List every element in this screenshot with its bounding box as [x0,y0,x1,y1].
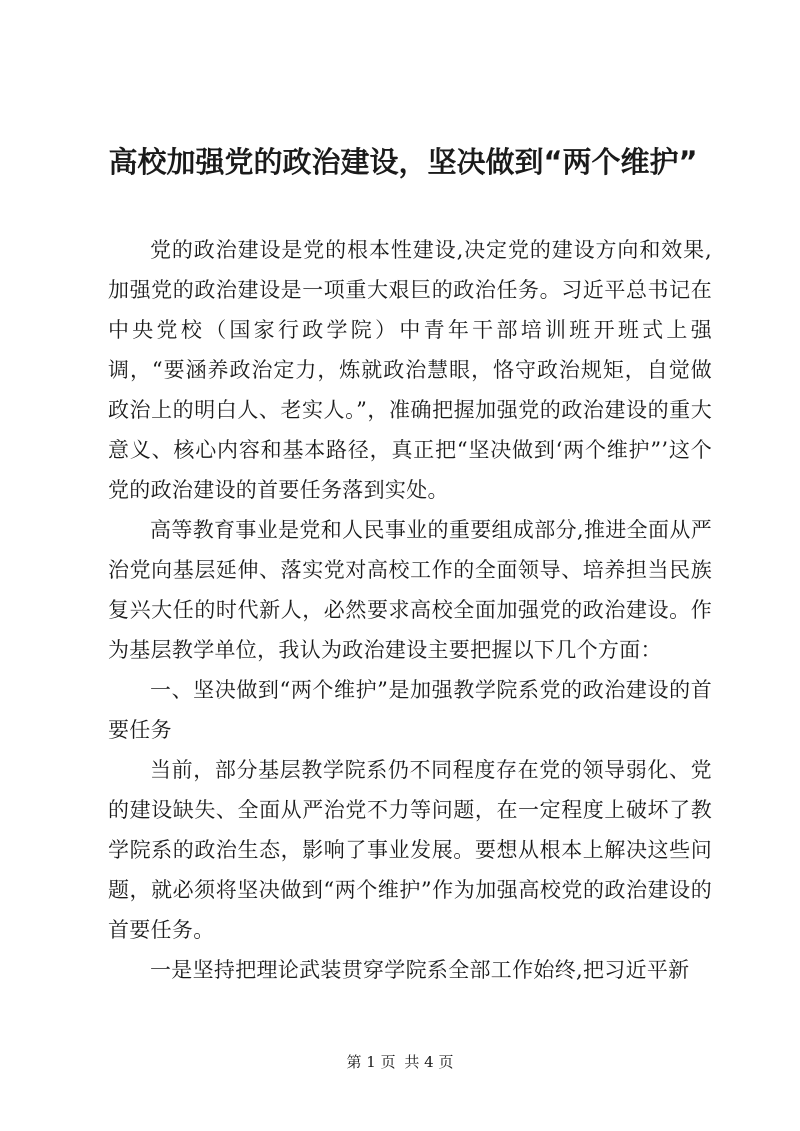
document-title: 高校加强党的政治建设，坚决做到“两个维护” [108,145,698,179]
paragraph: 当前，部分基层教学院系仍不同程度存在党的领导弱化、党的建设缺失、全面从严治党不力等问题，在一定程度上破坏了教学院系的政治生态，影响了事业发展。要想从根本上解决这些问题，就必须将坚决做到“两个维护”作为加强高校党的政治建设的首要任务。 [108,758,712,942]
page-total: 共 4 页 [404,1053,454,1071]
paragraph: 党的政治建设是党的根本性建设,决定党的建设方向和效果,加强党的政治建设是一项重大艰巨的政治任务。习近平总书记在中央党校（国家行政学院）中青年干部培训班开班式上强调，“要涵养政治定力，炼就政治慧眼，恪守政治规矩，自觉做政治上的明白人、老实人。”，准确把握加强党的政治建设的重大意义、核心内容和基本路径，真正把“坚决做到‘两个维护”’这个党的政治建设的首要任务落到实处。 [108,238,712,502]
section-heading: 一、坚决做到“两个维护”是加强教学院系党的政治建设的首要任务 [108,678,712,742]
paragraph: 一是坚持把理论武装贯穿学院系全部工作始终,把习近平新 [150,958,690,982]
page-number: 第 1 页 [346,1053,396,1071]
page-footer [0,1052,800,1072]
document-body [108,230,712,990]
paragraph: 高等教育事业是党和人民事业的重要组成部分,推进全面从严治党向基层延伸、落实党对高校工作的全面领导、培养担当民族复兴大任的时代新人，必然要求高校全面加强党的政治建设。作为基层教学单位，我认为政治建设主要把握以下几个方面： [108,518,712,662]
